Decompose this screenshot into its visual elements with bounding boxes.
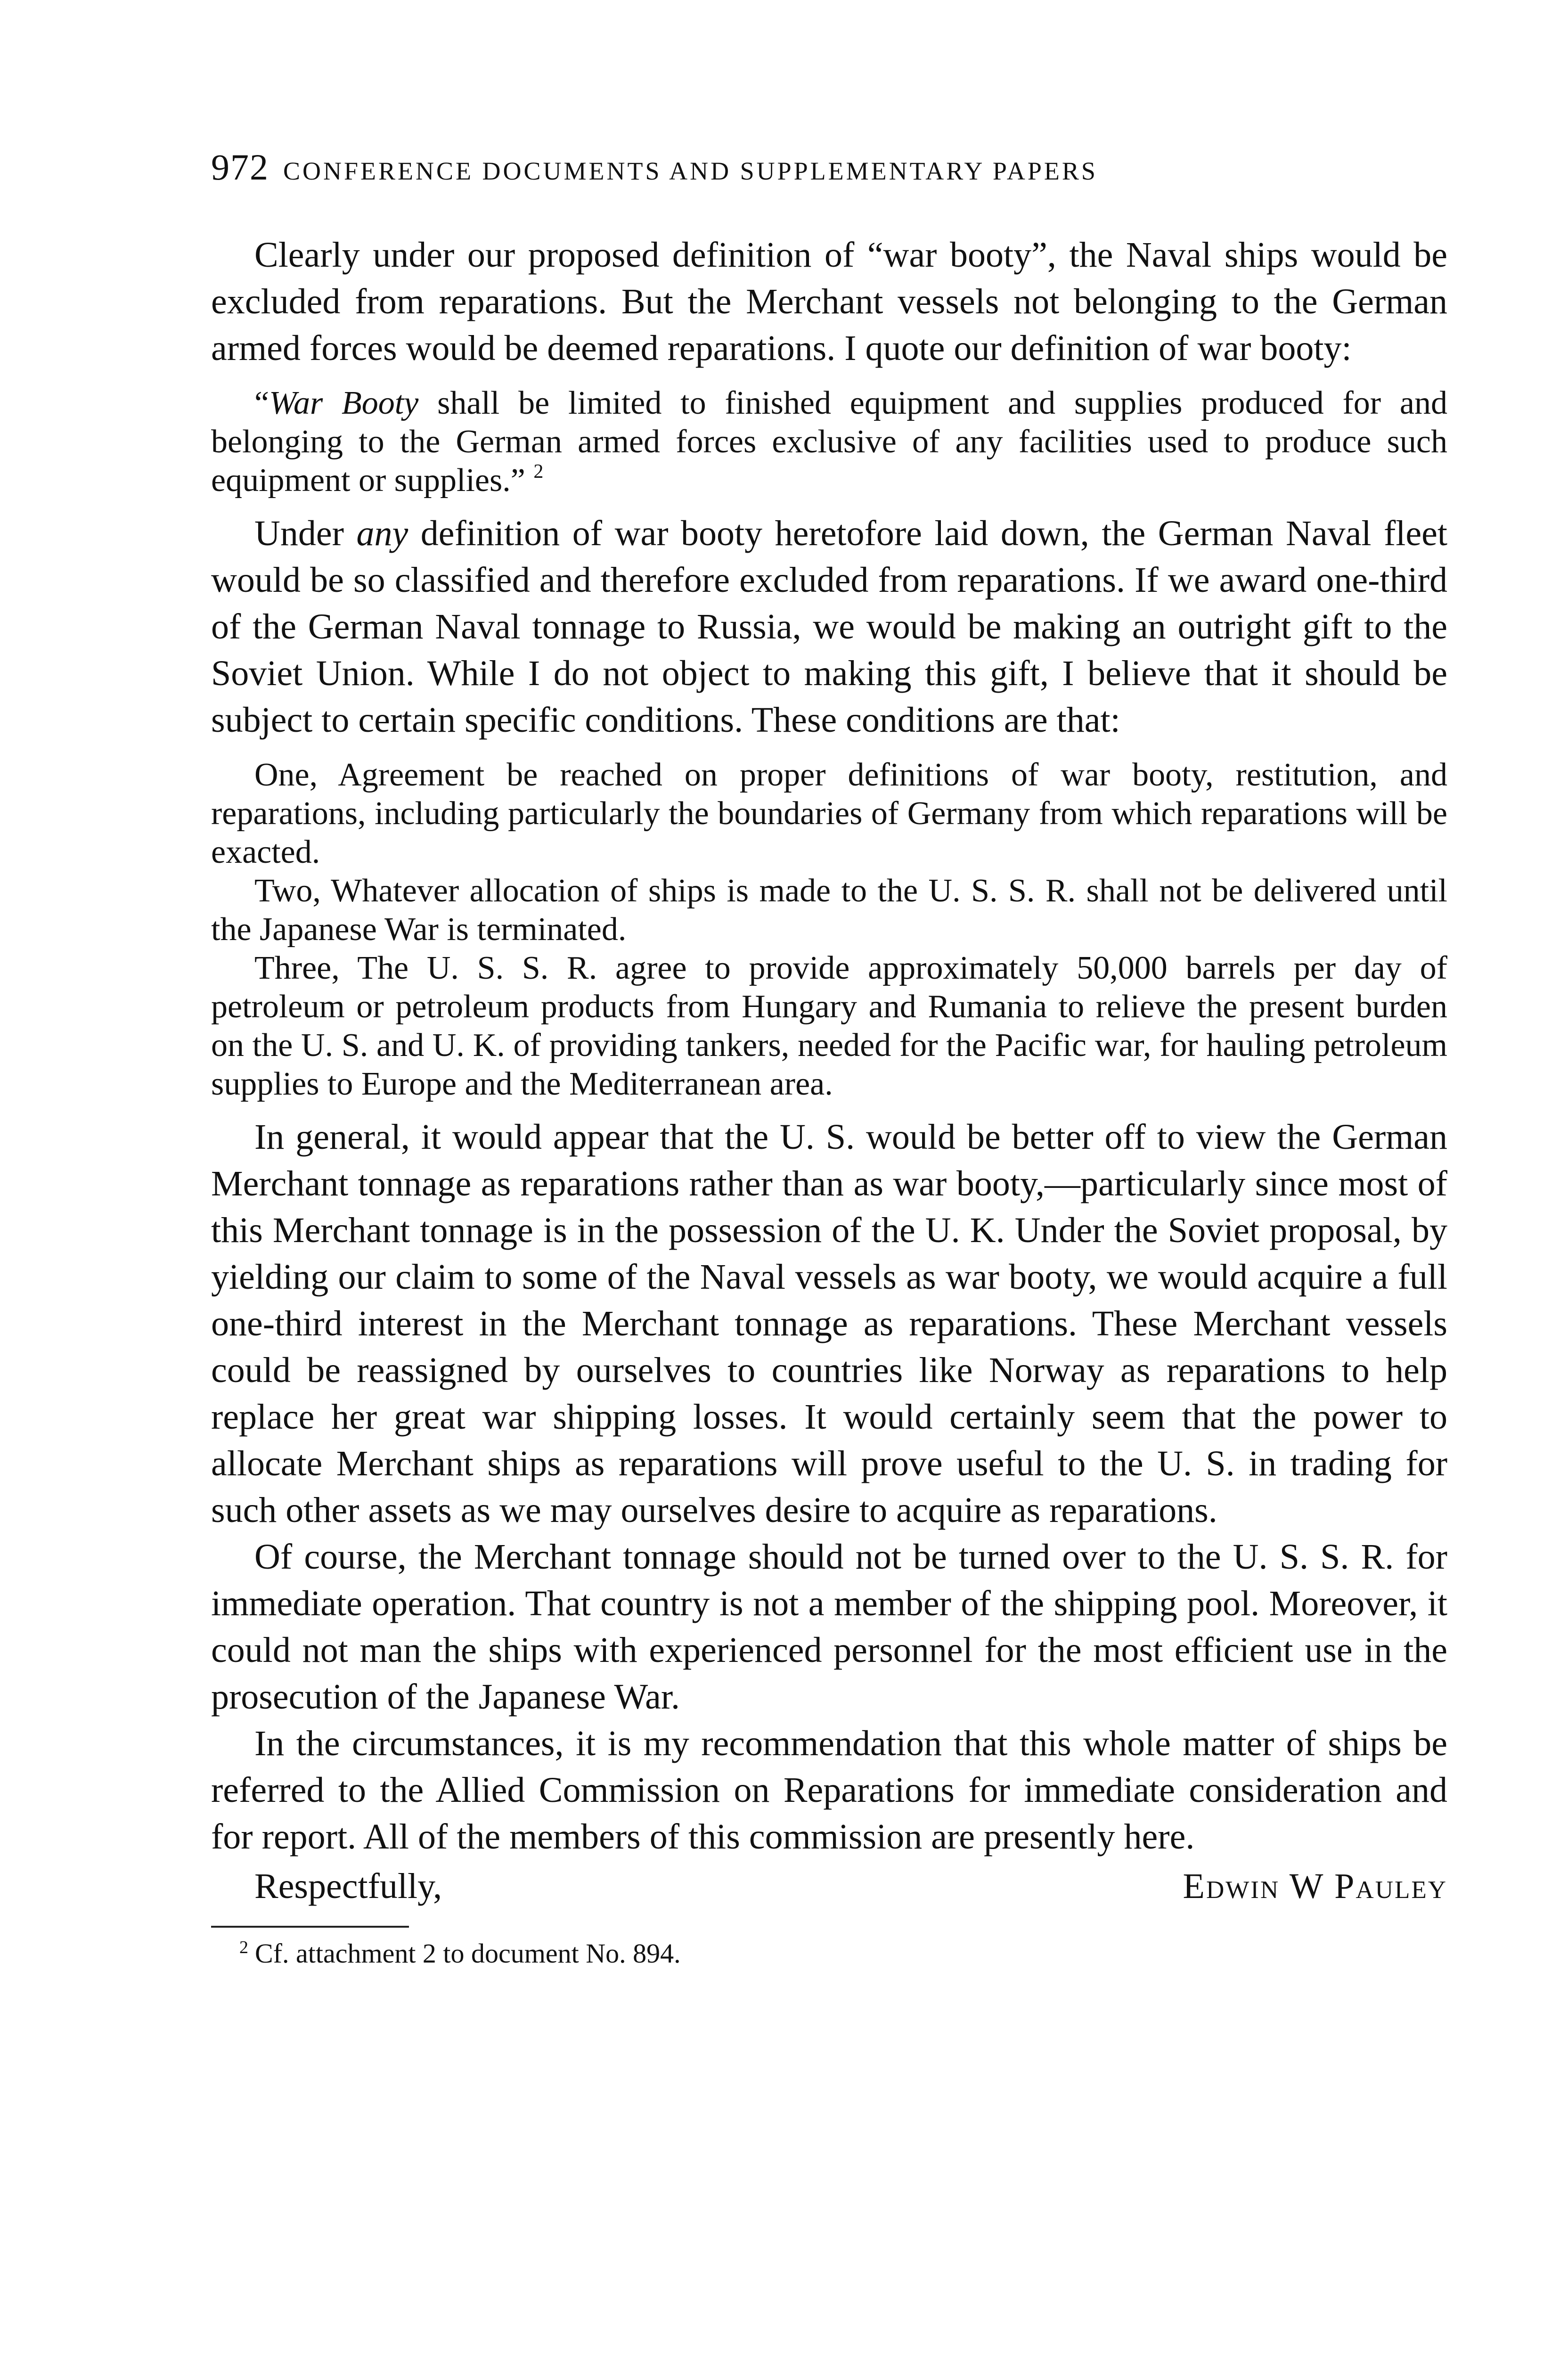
paragraph-recommendation: In the circumstances, it is my recommendation that this whole matter of ships be referred to the Allied Commission on Reparations for immediate consideration and for report. All of the members of this commission are presently here. <box>211 1724 1447 1857</box>
footnote-divider <box>211 1926 409 1928</box>
paragraph-text-rest: definition of war booty heretofore laid down, the German Naval fleet would be so classified and therefore excluded from reparations. If we award one-third of the German Naval tonnage to Russia, we would be making an outright gift to the Soviet Union. While I do not object to making this gift, I believe that it should be subject to certain specific conditions. These conditions are that: <box>211 514 1447 740</box>
emphasis-any: any <box>356 514 408 553</box>
quoted-definition <box>211 384 1447 500</box>
page-header <box>211 146 1455 198</box>
quote-text: shall be limited to finished equipment and supplies produced for and belonging to the German armed forces exclusive of any facilities used to produce such equipment or supplies.” <box>211 385 1448 499</box>
footnote-reference: 2 <box>533 461 544 483</box>
running-head: CONFERENCE DOCUMENTS AND SUPPLEMENTARY PAPERS <box>283 157 1098 185</box>
page-number: 972 <box>211 147 269 188</box>
condition-three: Three, The U. S. S. R. agree to provide approximately 50,000 barrels per day of petroleum or petroleum products from Hungary and Rumania to relieve the present burden on the U. S. and U. K. of providing tankers, needed for the Pacific war, for hauling petroleum supplies to Europe and the Mediterranean area. <box>211 950 1447 1102</box>
footnote <box>211 1934 1447 1973</box>
footnote-text: Cf. attachment 2 to document No. 894. <box>255 1938 681 1969</box>
footnote-number: 2 <box>239 1938 248 1957</box>
closing-salutation: Respectfully, <box>254 1866 442 1906</box>
paragraph-naval-fleet <box>211 510 1447 744</box>
signature-block <box>211 1863 1447 1910</box>
paragraph-war-booty-definition: Clearly under our proposed definition of “war booty”, the Naval ships would be excluded from reparations. But the Merchant vessels not belonging to the German armed forces would be deemed reparations. I quote our definition of war booty: <box>211 235 1447 368</box>
paragraph-merchant-tonnage: In general, it would appear that the U. S. would be better off to view the German Merchant tonnage as reparations rather than as war booty,—particularly since most of this Merchant tonnage is in the possession of the U. K. Under the Soviet proposal, by yielding our claim to some of the Naval vessels as war booty, we would acquire a full one-third interest in the Merchant tonnage as reparations. These Merchant vessels could be reassigned by ourselves to countries like Norway as reparations to help replace her great war shipping losses. It would certainly seem that the power to allocate Merchant ships as reparations will prove useful to the U. S. in trading for such other assets as we may ourselves desire to acquire as reparations. <box>211 1117 1447 1530</box>
condition-one: One, Agreement be reached on proper definitions of war booty, restitution, and reparations, including particularly the boundaries of Germany from which reparations will be exacted. <box>211 757 1447 870</box>
signer-name: Edwin W Pauley <box>1183 1866 1447 1906</box>
quote-open-mark: “ <box>254 385 270 421</box>
condition-two: Two, Whatever allocation of ships is made to the U. S. S. R. shall not be delivered until the Japanese War is terminated. <box>211 873 1447 948</box>
paragraph-text-start: Under <box>254 514 357 553</box>
quoted-term: War Booty <box>269 385 419 421</box>
paragraph-immediate-operation: Of course, the Merchant tonnage should not be turned over to the U. S. S. R. for immediate operation. That country is not a member of the shipping pool. Moreover, it could not man the ships with experienced personnel for the most efficient use in the prosecution of the Japanese War. <box>211 1537 1447 1717</box>
document-body <box>211 232 1447 1973</box>
